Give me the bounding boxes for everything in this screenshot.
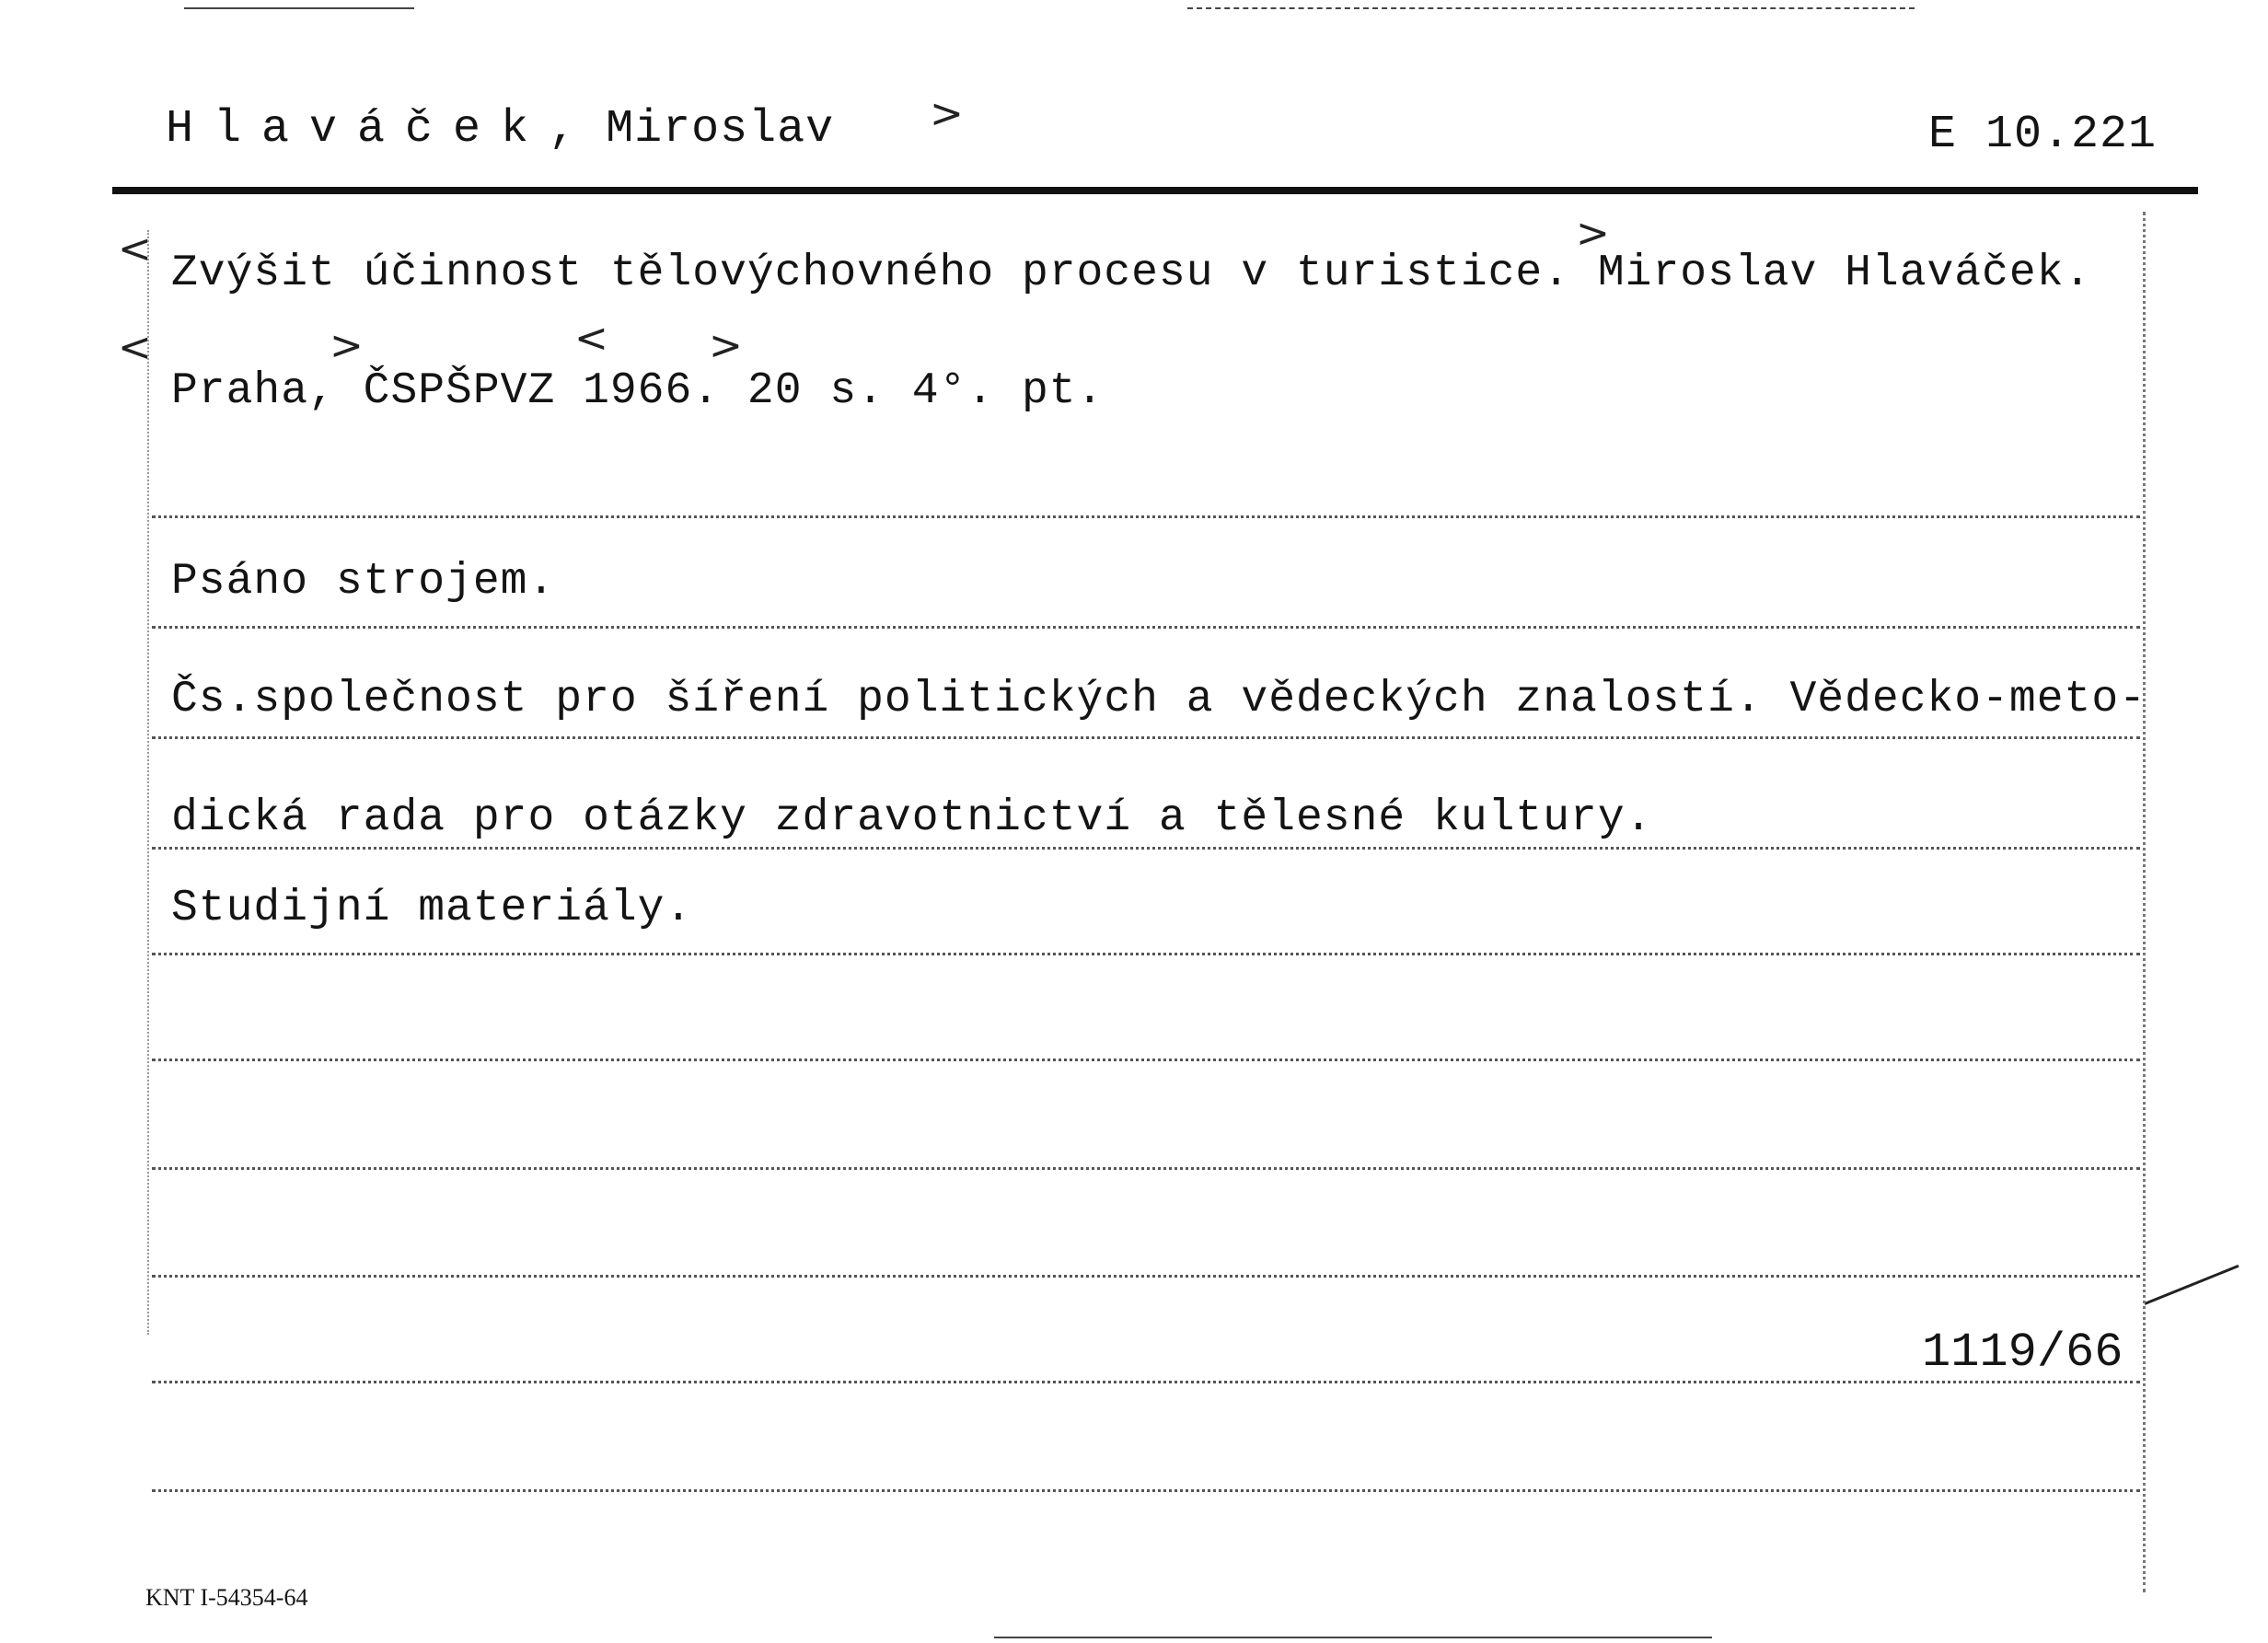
ruled-line [152,515,2140,518]
proofreading-mark: > [330,322,364,369]
corporate-line-2: dická rada pro otázky zdravotnictví a tělesné kultury. [171,793,1653,843]
imprint-line: Praha, ČSPŠPVZ 1966. 20 s. 4°. pt. [171,366,1105,416]
proofreading-mark: > [930,90,964,137]
right-margin-line [2143,212,2146,1592]
accession-number: 1119/66 [1922,1325,2123,1380]
top-edge-rule [184,7,414,9]
author-surname: Hlaváček [166,103,550,156]
proofreading-mark: < [118,226,152,272]
note-line: Psáno strojem. [171,557,556,607]
ruled-line [152,1167,2140,1170]
proofreading-mark: > [709,322,743,369]
corporate-line-1: Čs.společnost pro šíření politických a vědeckých znalostí. Vědecko-meto- [171,675,2146,724]
title-line: Zvýšit účinnost tělovýchovného procesu v turistice. Miroslav Hlaváček. [171,249,2092,298]
author-heading [166,103,834,156]
ruled-line [152,736,2140,739]
ruled-line [152,953,2140,955]
top-edge-rule [1187,7,1915,9]
proofreading-mark: < [574,315,608,362]
call-number: E 10.221 [1928,109,2158,161]
ruled-line [152,626,2140,629]
author-given-name: Miroslav [606,103,835,156]
author-separator: , [549,103,607,156]
check-mark [2144,1265,2239,1305]
heading-rule [112,187,2198,194]
ruled-line [152,1275,2140,1278]
series-line: Studijní materiály. [171,884,693,933]
ruled-line [152,1059,2140,1061]
ruled-line [152,847,2140,850]
ruled-line [152,1381,2140,1383]
footer-print-code: KNT I-54354-64 [145,1584,308,1611]
bottom-edge-rule [994,1637,1712,1638]
proofreading-mark: > [1576,210,1610,257]
left-margin-line [147,230,149,1335]
ruled-line [152,1489,2140,1492]
proofreading-mark: < [118,324,152,371]
